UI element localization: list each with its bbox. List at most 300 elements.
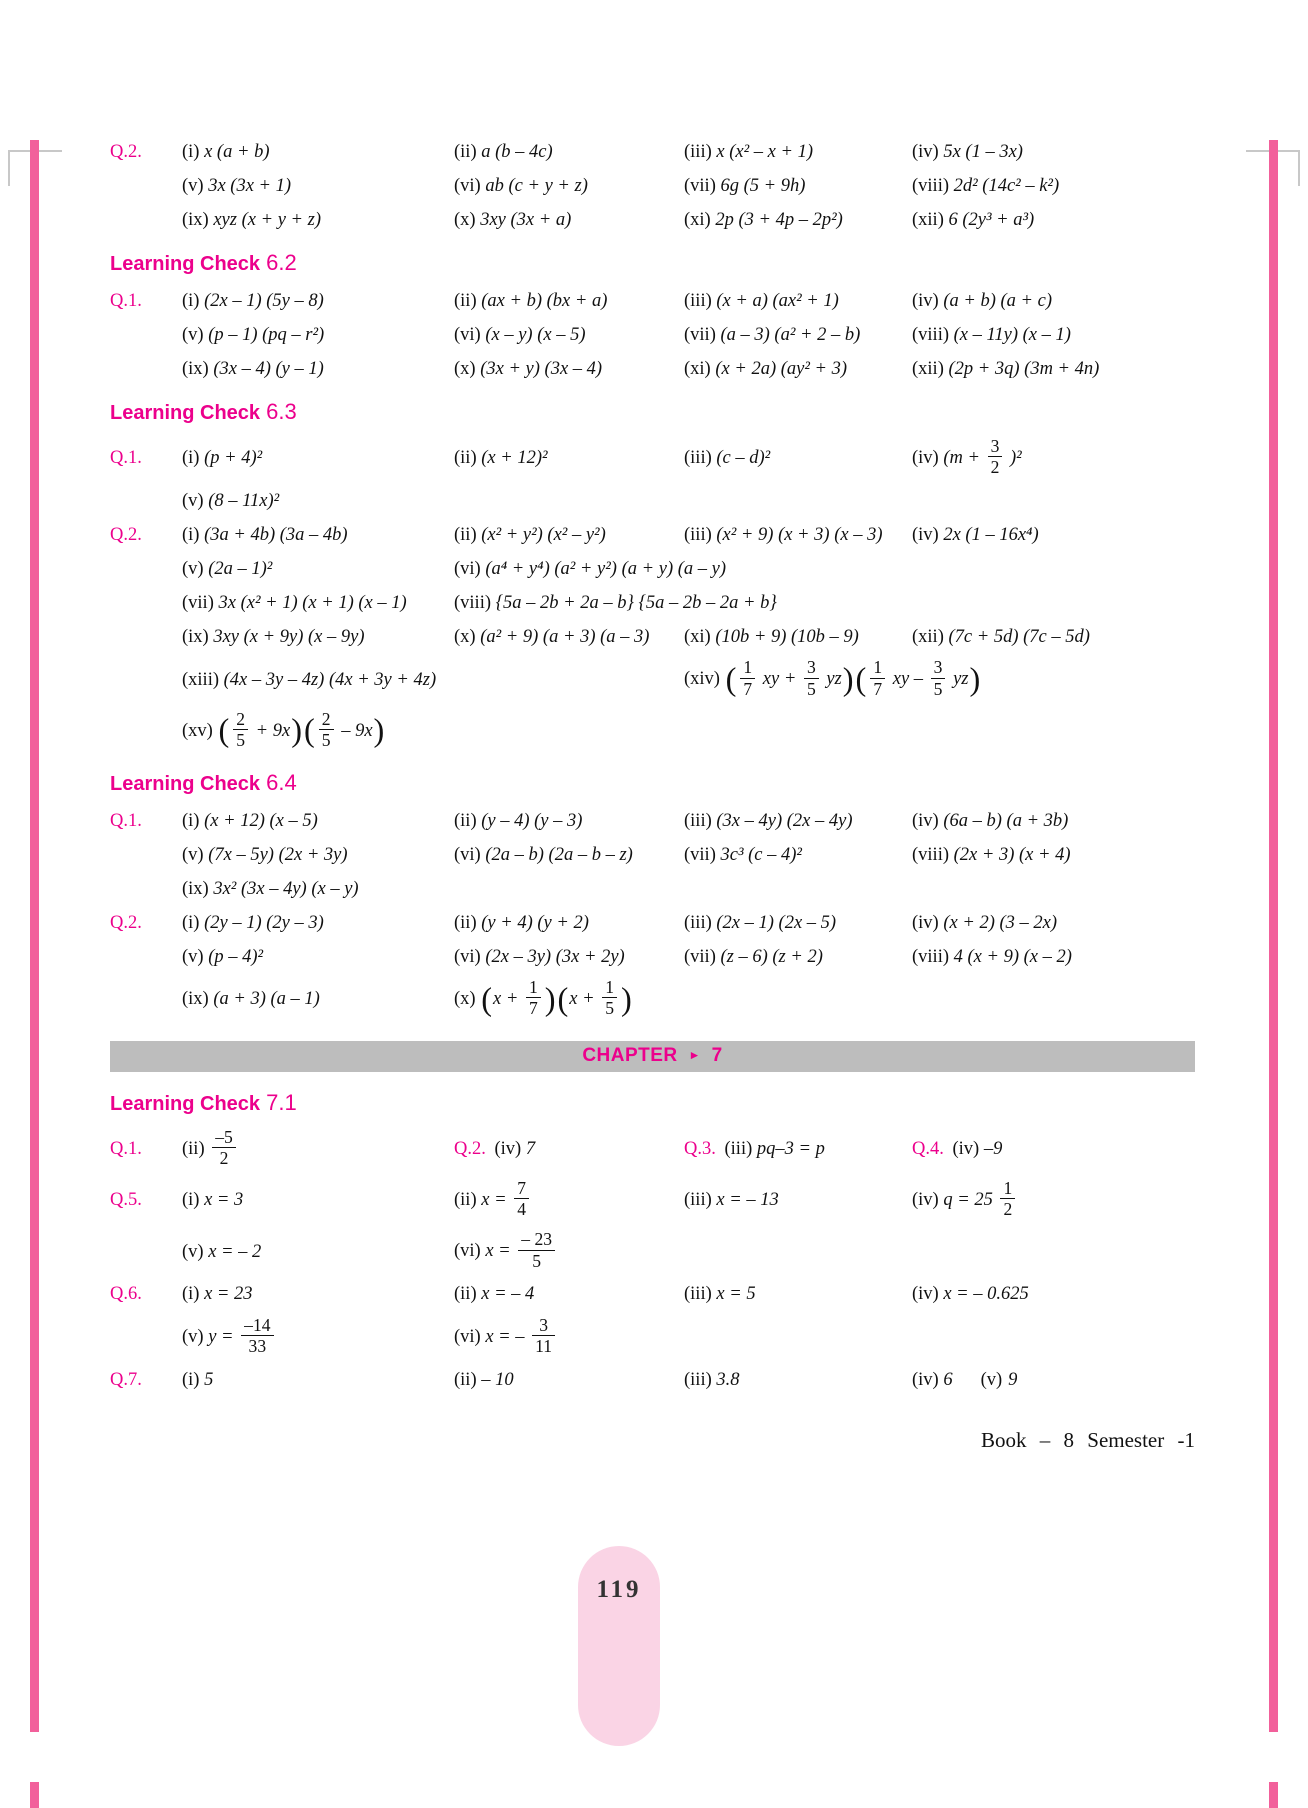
left-edge-stub [30,1782,39,1808]
big-paren: ) [291,713,302,750]
math-text: 3x (3x + 1) [208,175,292,196]
math-text: 6 [943,1369,953,1390]
answer-cell [912,525,1195,546]
heading-number: 7.1 [260,1089,297,1115]
answer-label: (i) [182,810,205,831]
answer-cell [182,210,454,231]
fraction-numerator: 1 [870,657,885,678]
right-edge-stub [1269,1782,1278,1808]
fraction [804,657,819,698]
math-text: (2p + 3q) (3m + 4n) [948,358,1100,379]
fraction [241,1315,273,1356]
question-number: Q.5. [110,1190,142,1211]
answer-label: (ii) [182,1138,210,1159]
answer-label: (i) [182,290,205,311]
math-text: 6 (2y³ + a³) [948,209,1035,230]
answer-cell [912,1139,1195,1160]
answer-cell [182,525,454,546]
answer-cell [182,448,454,469]
fraction-denominator: 7 [743,678,753,699]
math-text: 3x² (3x – 4y) (x – y) [213,878,359,899]
answer-label: (ii) [454,810,482,831]
answer-label: (ix) [182,989,214,1010]
answer-label: (v) [182,490,209,511]
chapter-banner [110,1041,1195,1072]
answer-cell [454,210,684,231]
math-text: (2y – 1) (2y – 3) [204,912,324,933]
math-text: (x + 12) (x – 5) [204,810,318,831]
fraction-numerator: – 23 [518,1229,555,1250]
answer-cell [454,1284,684,1305]
answer-cell [684,1370,912,1391]
textbook-page [0,140,1308,1603]
answer-label: (iii) [724,1138,757,1159]
math-text: x (a + b) [204,141,270,162]
answer-label: (iii) [684,524,717,545]
heading-label: Learning Check [110,253,261,275]
answer-key [110,140,1195,1392]
answer-row [110,489,1195,513]
math-text: (p – 4)² [208,946,264,967]
answer-cell [182,913,454,934]
answer-label: (xi) [684,358,716,379]
answer-label: (ii) [454,1284,482,1305]
left-edge-bar [30,140,39,1732]
math-text: (4x – 3y – 4z) (4x + 3y + 4z) [223,669,437,690]
question-number: Q.1. [110,1138,142,1159]
answer-row [110,1180,1195,1221]
fraction-numerator: 7 [514,1178,529,1199]
fraction-numerator: 3 [931,657,946,678]
answer-label: (i) [182,141,205,162]
math-text: x = 3 [204,1190,244,1211]
answer-label: (vii) [684,844,721,865]
question-number: Q.1. [110,810,142,831]
math-text: (a⁴ + y⁴) (a² + y²) (a + y) (a – y) [485,558,727,579]
math-text: (2x – 1) (2x – 5) [716,912,837,933]
answer-cell [454,811,684,832]
fraction [319,709,334,750]
answer-cell [684,1190,912,1211]
answer-row [110,1126,1195,1170]
heading-number: 6.3 [260,399,297,424]
big-paren: ( [218,713,230,750]
math-text: (x² + 9) (x + 3) (x – 3) [716,524,883,545]
math-text: x = 5 [716,1284,756,1305]
answer-cell [912,291,1195,312]
math-text: x = – 2 [208,1241,262,1262]
answer-cell [454,913,684,934]
answer-label: (viii) [912,844,954,865]
answer-label: (iii) [684,141,717,162]
math-text: (x – 11y) (x – 1) [953,324,1071,345]
math-text: (x + a) (ax² + 1) [716,290,839,311]
math-text: (a² + 9) (a + 3) (a – 3) [480,626,650,647]
page-number: 119 [596,1576,642,1603]
answer-cell [182,176,454,197]
answer-cell [684,1139,912,1160]
answer-cell [454,845,684,866]
answer-cell [912,845,1195,866]
math-text: {5a – 2b + 2a – b} {5a – 2b – 2a + b} [495,592,777,613]
answer-label: (xii) [912,209,949,230]
answer-cell [912,1370,1195,1391]
fraction-numerator: 2 [233,709,248,730]
fraction-denominator: 5 [532,1250,542,1271]
answer-row [110,1231,1195,1272]
answer-row [110,438,1195,479]
answer-cell [684,142,912,163]
answer-label: (xi) [684,209,716,230]
answer-label: (i) [182,448,205,469]
math-text: )² [1005,447,1022,468]
fraction-denominator: 33 [248,1336,267,1357]
fraction-denominator: 5 [605,998,615,1019]
math-text: 5x (1 – 3x) [943,141,1023,162]
answer-label: (iv) [912,810,944,831]
answer-cell [454,1314,684,1358]
answer-cell [182,1126,454,1170]
answer-label: (viii) [912,946,954,967]
answer-cell [454,291,684,312]
answer-row [110,1368,1195,1392]
big-paren: ( [304,713,315,750]
math-text: 9 [1008,1369,1018,1390]
fraction-numerator: –14 [241,1315,273,1336]
section-heading [110,399,1195,425]
math-text: x = – 0.625 [943,1284,1029,1305]
answer-cell [182,1242,454,1263]
big-paren: ( [481,981,492,1018]
section-heading [110,770,1195,796]
question-number: Q.2. [110,912,142,933]
math-text: (2x + 3) (x + 4) [953,844,1071,865]
math-text: (p – 1) (pq – r²) [208,324,325,345]
banner-label: CHAPTER [582,1044,684,1066]
answer-label: (iv) [912,1189,944,1210]
answer-cell [454,325,684,346]
answer-cell [684,448,912,469]
math-text: (y – 4) (y – 3) [481,810,583,831]
answer-cell [454,1180,684,1221]
big-paren: ) [842,661,854,698]
answer-label: (xiii) [182,669,224,690]
math-text: 3xy (x + 9y) (x – 9y) [213,626,365,647]
answer-cell [684,525,912,546]
answer-row [110,659,1195,700]
answer-row [110,140,1195,164]
math-text: x = – 4 [481,1284,535,1305]
big-paren: ( [557,981,569,1018]
answer-label: (ix) [182,878,214,899]
answer-label: (vii) [684,175,721,196]
answer-cell [684,811,912,832]
math-text: xy + [758,669,801,690]
answer-cell [912,913,1195,934]
heading-label: Learning Check [110,402,261,424]
question-number: Q.2. [454,1138,491,1159]
answer-label: (viii) [912,175,954,196]
answer-label: (xv) [182,720,218,741]
math-text: (p + 4)² [204,448,263,469]
answer-label: (ii) [454,448,482,469]
answer-label: (ii) [454,1369,482,1390]
answer-cell [182,593,454,614]
answer-cell [912,142,1195,163]
answer-cell [454,979,684,1020]
answer-cell [454,627,684,648]
answer-cell [454,1139,684,1160]
math-text: (x² + y²) (x² – y²) [481,524,606,545]
answer-cell [684,210,912,231]
answer-label: (ix) [182,209,214,230]
answer-label: (vi) [454,1241,486,1262]
section-heading [110,1090,1195,1116]
math-text: yz [948,669,969,690]
math-text: 3.8 [716,1369,740,1390]
math-text: x + [569,989,600,1010]
answer-label: (v) [182,324,209,345]
answer-cell [182,325,454,346]
question-number: Q.1. [110,448,142,469]
math-text: 3xy (3x + a) [480,209,572,230]
math-text: (y + 4) (y + 2) [481,912,589,933]
answer-cell [912,176,1195,197]
math-text: (x + 12)² [481,448,548,469]
fraction-denominator: 5 [806,678,816,699]
footer-text: Book – 8 Semester -1 [981,1428,1195,1453]
math-text: 2p (3 + 4p – 2p²) [715,209,843,230]
answer-cell [454,176,684,197]
answer-cell [912,811,1195,832]
answer-cell [454,525,684,546]
fraction [514,1178,529,1219]
answer-cell [182,491,454,512]
answer-label: (iii) [684,1369,717,1390]
math-text: (x – y) (x – 5) [485,324,586,345]
heading-label: Learning Check [110,773,261,796]
heading-number: 6.4 [260,770,297,796]
math-text: – 9x [336,720,373,741]
answer-cell [182,989,454,1010]
math-text: (a + 3) (a – 1) [213,989,320,1010]
answer-label: (x) [454,358,481,379]
math-text: –9 [983,1138,1003,1159]
page-number-pill [578,1546,660,1746]
answer-cell [182,559,454,580]
answer-label: (vi) [454,175,486,196]
answer-label: (iv) [912,141,944,162]
fraction-numerator: 3 [988,436,1003,457]
math-text: (8 – 11x)² [208,490,280,511]
answer-label: (iv) [912,447,944,468]
answer-label: (ix) [182,626,214,647]
answer-label: (vii) [684,946,721,967]
answer-cell [684,1284,912,1305]
answer-cell [912,1180,1195,1221]
answer-label: (iv) [952,1138,984,1159]
answer-label: (viii) [454,592,496,613]
answer-row [110,591,1195,615]
big-paren: ) [969,661,981,698]
math-text: a (b – 4c) [481,141,553,162]
fraction-numerator: 3 [532,1315,555,1336]
right-edge-bar [1269,140,1278,1732]
answer-label: (iv) [912,290,944,311]
math-text: pq–3 = p [756,1138,825,1159]
answer-row [110,357,1195,381]
math-text: (c – d)² [716,448,771,469]
answer-cell [912,210,1195,231]
fraction-denominator: 4 [517,1199,526,1220]
chapter-banner-text [582,1045,722,1066]
answer-cell [182,627,454,648]
answer-label: (iv) [912,524,944,545]
big-paren: ( [725,661,737,698]
answer-label: (ii) [454,290,482,311]
answer-row [110,625,1195,649]
math-text: (7x – 5y) (2x + 3y) [208,844,348,865]
answer-label: (v) [182,1326,209,1347]
math-text: (2a – 1)² [208,558,273,579]
answer-cell [684,947,912,968]
fraction-numerator: 1 [1000,1178,1015,1199]
answer-cell [684,359,912,380]
fraction [233,709,248,750]
answer-label: (i) [182,524,205,545]
answer-cell [182,708,454,752]
answer-row [110,911,1195,935]
answer-label: (iii) [684,290,717,311]
answer-row [110,843,1195,867]
math-text: (m + [943,447,985,468]
math-text: q = 25 [943,1189,998,1210]
math-text: x + [492,989,523,1010]
answer-cell [182,291,454,312]
answer-cell [454,593,1195,614]
answer-label: (ii) [454,524,482,545]
answer-label: (v) [980,1369,1003,1390]
banner-number: 7 [705,1044,723,1066]
heading-label: Learning Check [110,1092,261,1115]
answer-label: (vi) [454,558,486,579]
math-text: + 9x [251,720,291,741]
math-text: (a – 3) (a² + 2 – b) [720,324,861,345]
answer-cell [454,359,684,380]
math-text: xy – [888,669,928,690]
answer-cell [182,670,684,691]
answer-cell [684,659,1195,700]
math-text: (10b + 9) (10b – 9) [715,626,859,647]
answer-cell [912,325,1195,346]
answer-cell [912,438,1195,479]
answer-cell [182,811,454,832]
answer-cell [912,947,1195,968]
answer-row [110,323,1195,347]
math-text: (3x + y) (3x – 4) [480,358,603,379]
math-text: (7c + 5d) (7c – 5d) [948,626,1090,647]
fraction-numerator: 2 [319,709,334,730]
answer-row [110,809,1195,833]
answer-label: (iv) [912,1284,944,1305]
answer-cell [912,359,1195,380]
big-paren: ) [621,981,632,1018]
math-text: (2x – 1) (5y – 8) [204,290,324,311]
fraction [212,1127,236,1168]
answer-cell [912,627,1195,648]
math-text: yz [821,669,842,690]
answer-label: (iii) [684,448,717,469]
math-text: (x + 2) (3 – 2x) [943,912,1058,933]
answer-row [110,1314,1195,1358]
fraction-denominator: 11 [535,1336,553,1357]
math-text: (2x – 3y) (3x + 2y) [485,946,625,967]
answer-label: (vii) [182,592,219,613]
math-text: xyz (x + y + z) [213,209,322,230]
fraction-numerator: 1 [526,977,541,998]
math-text: x (x² – x + 1) [716,141,813,162]
question-number: Q.7. [110,1369,142,1390]
math-text: 4 (x + 9) (x – 2) [953,946,1072,967]
answer-label: (vi) [454,844,486,865]
math-text: x = [485,1241,516,1262]
answer-label: (xiv) [684,669,725,690]
fraction-numerator: 1 [740,657,755,678]
fraction [931,657,946,698]
math-text: (3a + 4b) (3a – 4b) [204,524,348,545]
answer-label: (v) [182,175,209,196]
math-text: 5 [204,1369,214,1390]
answer-cell [454,448,684,469]
answer-cell [182,879,454,900]
math-text: 3c³ (c – 4)² [720,844,802,865]
math-text: x = – 13 [716,1190,779,1211]
answer-cell [454,142,684,163]
answer-label: (ii) [454,141,482,162]
math-text: ab (c + y + z) [485,175,588,196]
question-number: Q.1. [110,290,142,311]
fraction-denominator: 7 [873,678,883,699]
math-text: (x + 2a) (ay² + 3) [715,358,848,379]
answer-row [110,877,1195,901]
fraction [740,657,755,698]
answer-label: (v) [182,1241,209,1262]
fraction [988,436,1003,477]
math-text: (3x – 4y) (2x – 4y) [716,810,853,831]
answer-cell [684,325,912,346]
fraction-denominator: 2 [219,1147,229,1168]
answer-cell [182,359,454,380]
answer-cell [684,627,912,648]
answer-cell [684,291,912,312]
answer-label: (vii) [684,324,721,345]
answer-label: (v) [182,844,209,865]
answer-cell [182,1284,454,1305]
fraction-denominator: 7 [528,998,538,1019]
answer-cell [684,913,912,934]
fraction-numerator: –5 [212,1127,236,1148]
big-paren: ( [855,661,867,698]
question-number: Q.4. [912,1138,949,1159]
answer-label: (iv) [494,1138,526,1159]
answer-cell [684,176,912,197]
answer-cell [912,1284,1195,1305]
answer-cell [454,559,1195,580]
section-heading [110,250,1195,276]
answer-row [110,289,1195,313]
answer-row [110,708,1195,752]
fraction-denominator: 5 [321,730,331,751]
